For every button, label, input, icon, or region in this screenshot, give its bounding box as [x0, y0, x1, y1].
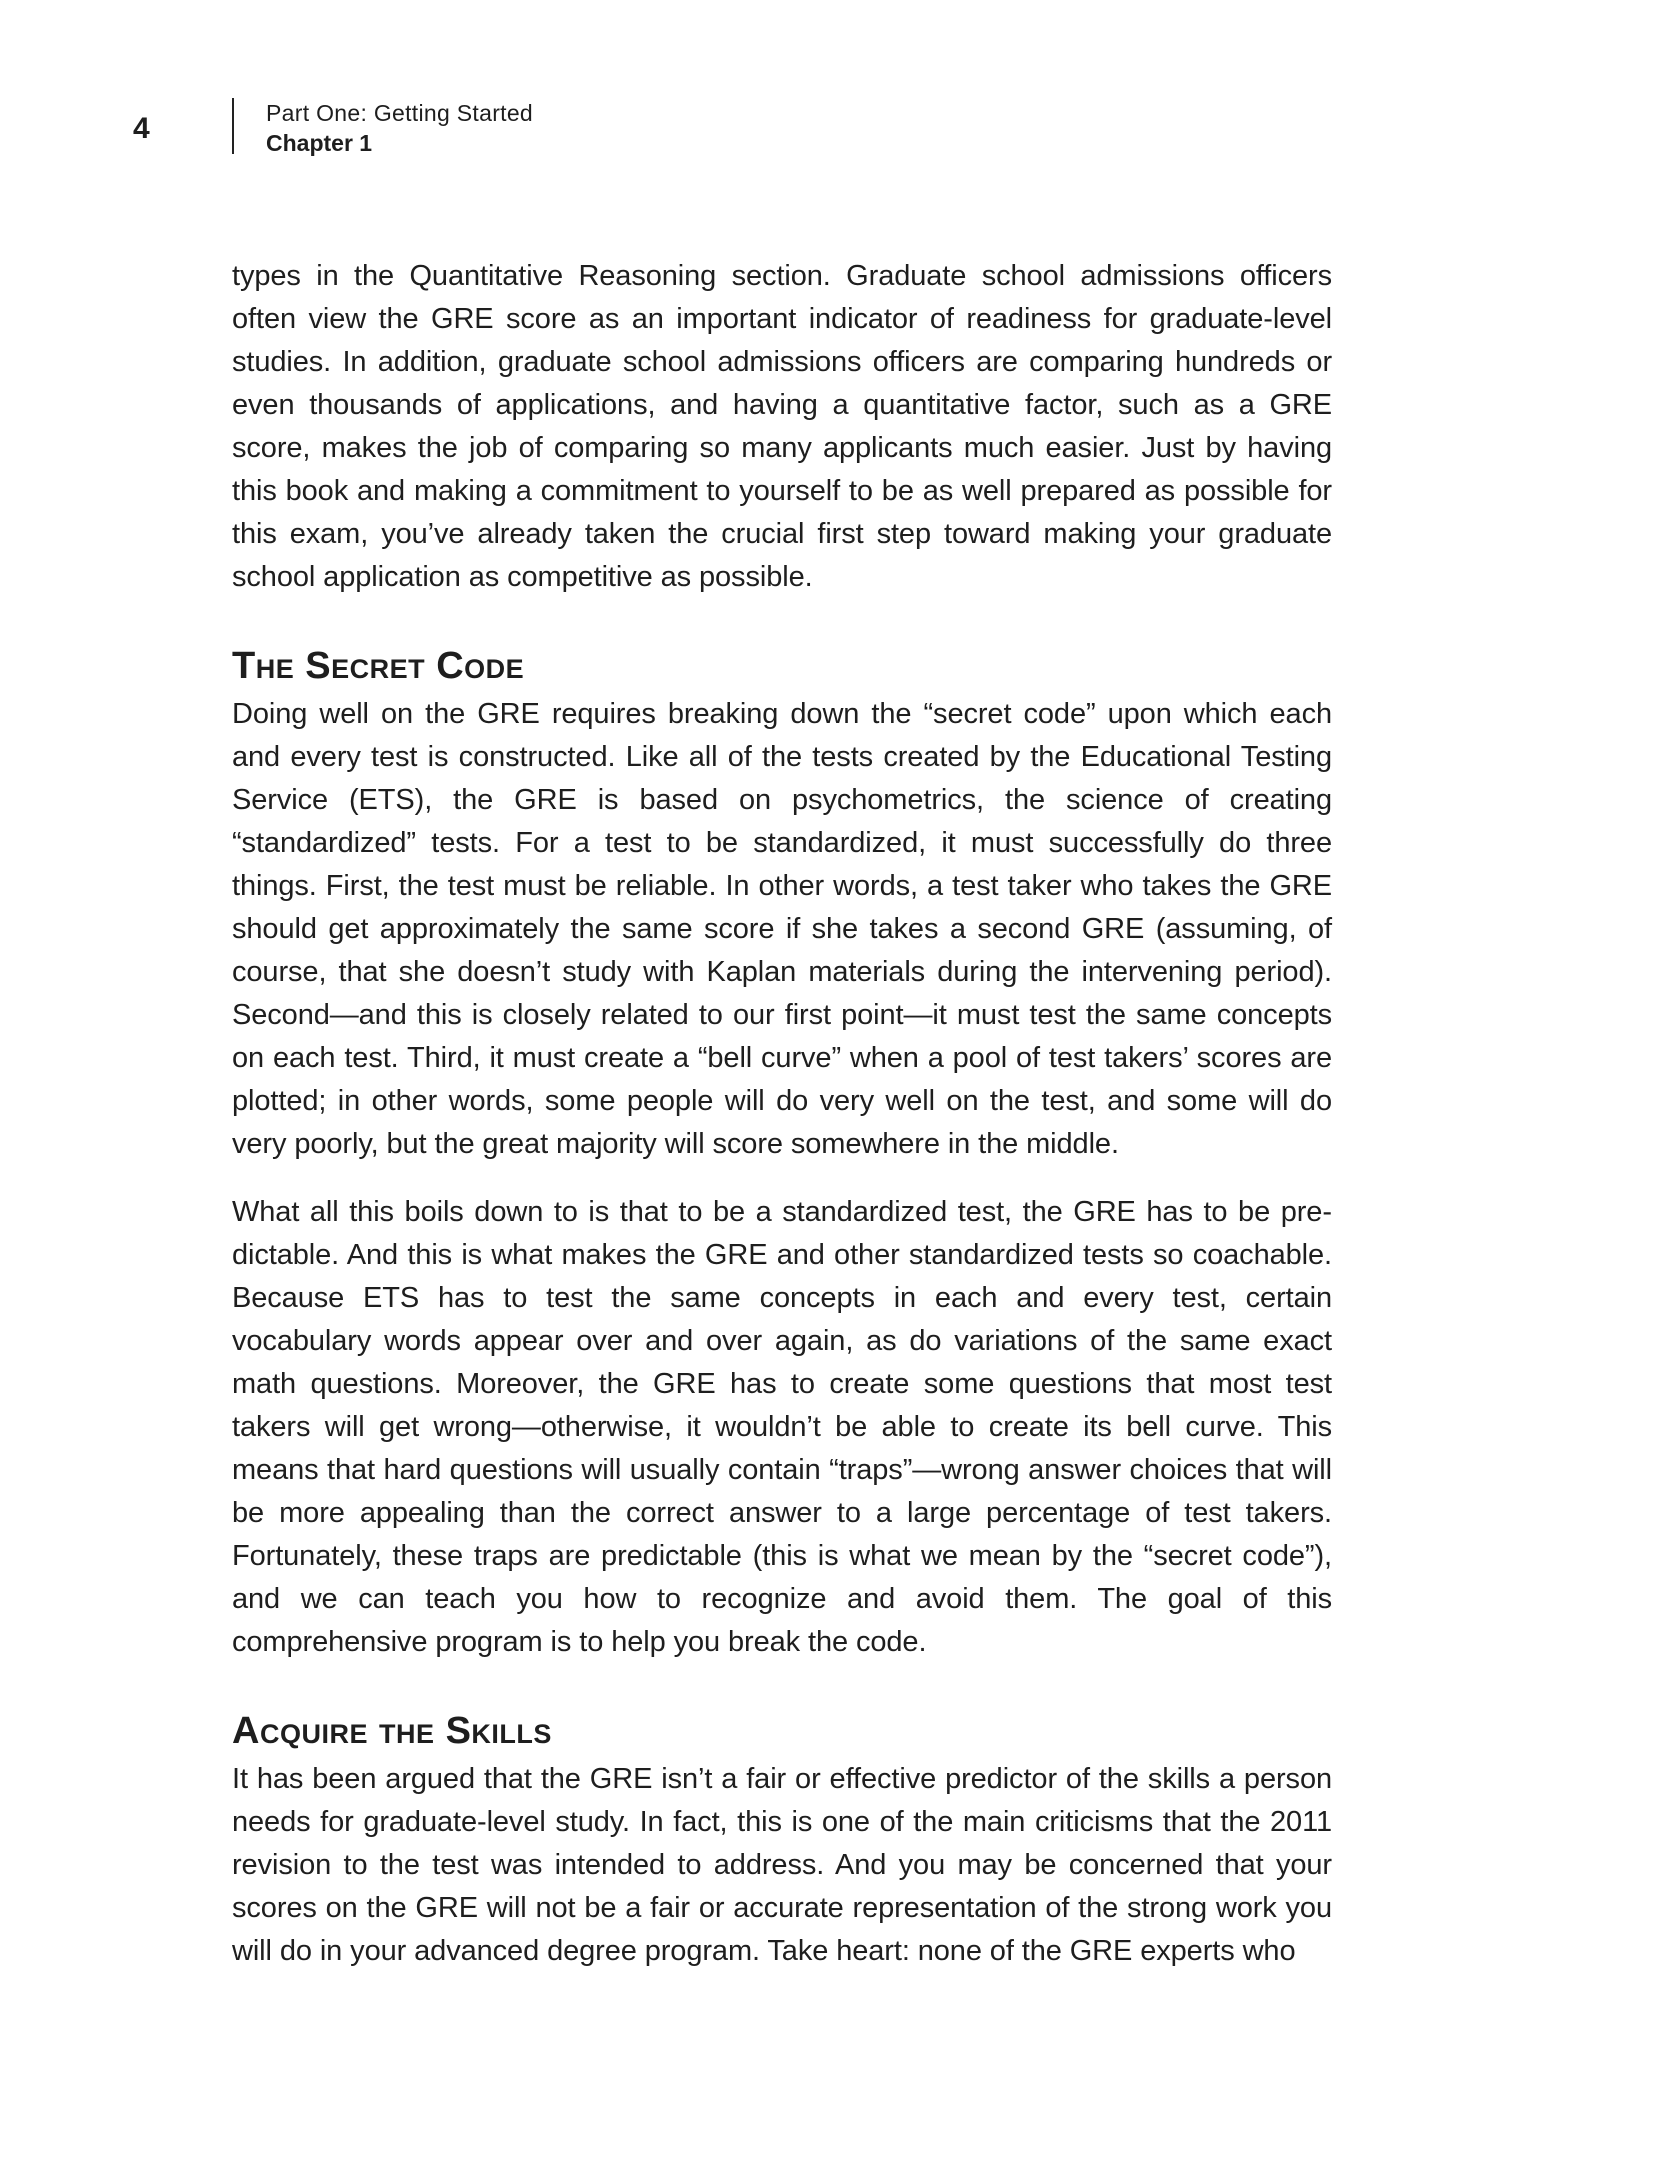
secret-code-paragraph-2: What all this boils down to is that to be a standardized test, the GRE has to be predictable. And this is what makes the GRE and other standardized tests so coachable. Because ETS has to test the same concepts in each and every test, certain vocabulary words appear over and over again, as do variations of the same exact math questions. Moreover, the GRE has to create some questions that most test takers will get wrong—otherwise, it wouldn’t be able to create its bell curve. This means that hard questions will usually contain “traps”—wrong answer choices that will be more appealing than the correct answer to a large percentage of test takers. Fortunately, these traps are predictable (this is what we mean by the “secret code”), and we can teach you how to recognize and avoid them. The goal of this comprehensive program is to help you break the code. [232, 1196, 1332, 1658]
intro-paragraph: types in the Quantitative Reasoning section. Graduate school admissions officers often view the GRE score as an important indicator of readiness for graduate-level studies. In addition, graduate school admissions officers are comparing hundreds or even thousands of applications, and having a quantitative factor, such as a GRE score, makes the job of comparing so many applicants much easier. Just by having this book and making a commitment to yourself to be as well prepared as possible for this exam, you’ve already taken the crucial first step toward making your graduate school application as competitive as possible. [232, 260, 1332, 593]
page-number: 4 [133, 112, 150, 145]
running-head [232, 98, 533, 154]
running-head-part: Part One: Getting Started [266, 100, 534, 126]
acquire-skills-paragraph-1: It has been argued that the GRE isn’t a fair or effective predictor of the skills a person needs for graduate-level study. In fact, this is one of the main criticisms that the 2011 revision to the test was intended to address. And you may be concerned that your scores on the GRE will not be a fair or accurate representation of the strong work you will do in your advanced degree program. Take heart: none of the GRE experts who [232, 1763, 1332, 1967]
section-heading-acquire-skills: Acquire the Skills [232, 1710, 552, 1752]
page-body [232, 255, 1332, 1998]
running-head-chapter: Chapter 1 [266, 130, 373, 156]
section-heading-secret-code: The Secret Code [232, 645, 525, 687]
secret-code-paragraph-1: Doing well on the GRE requires breaking down the “secret code” upon which each and every test is constructed. Like all of the tests created by the Educational Testing Service (ETS), the GRE is based on psychometrics, the science of creating “standardized” tests. For a test to be standardized, it must successfully do three things. First, the test must be reliable. In other words, a test taker who takes the GRE should get approximately the same score if she takes a second GRE (assuming, of course, that she doesn’t study with Kaplan materials during the intervening period). Second—and this is closely related to our first point—it must test the same concepts on each test. Third, it must create a “bell curve” when a pool of test takers’ scores are plotted; in other words, some people will do very well on the test, and some will do very poorly, but the great majority will score somewhere in the middle. [232, 698, 1332, 1160]
